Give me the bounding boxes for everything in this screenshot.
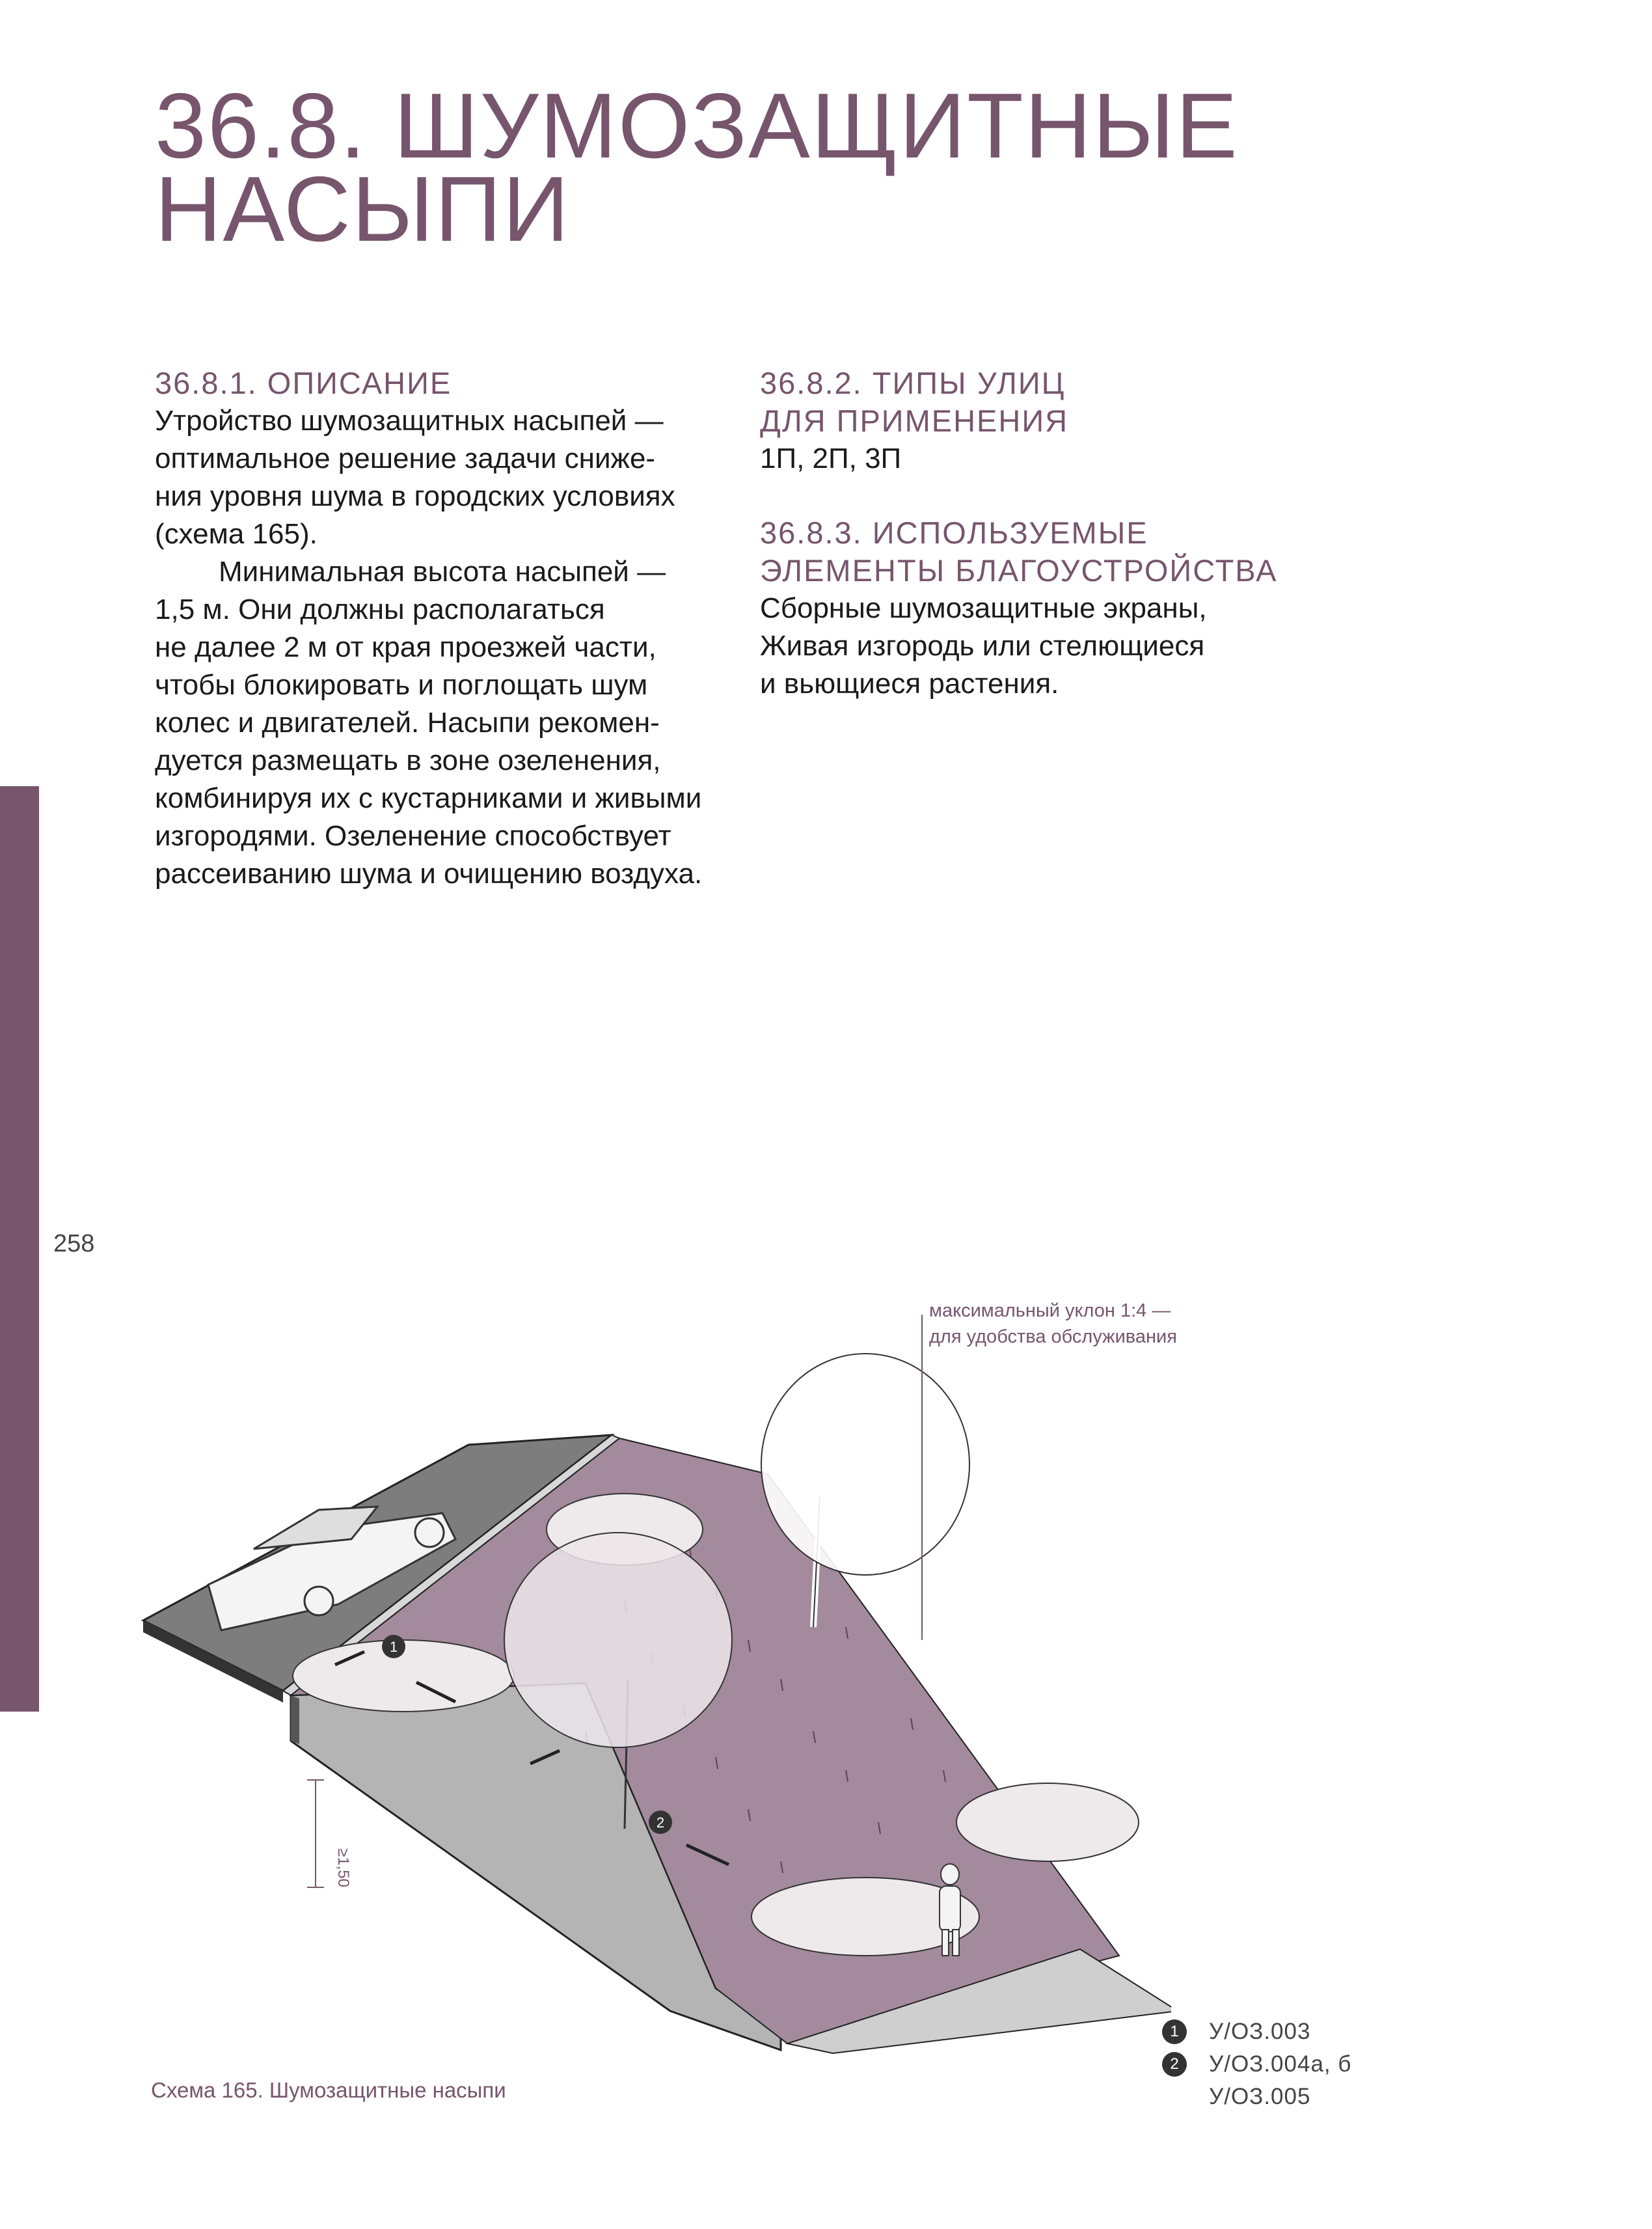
description-line: чтобы блокировать и поглощать шум [155, 669, 648, 701]
description-heading: 36.8.1. ОПИСАНИЕ [155, 366, 452, 400]
description-line: оптимальное решение задачи сниже- [155, 443, 656, 474]
description-line: ния уровня шума в городских условиях [155, 480, 675, 512]
description-line: не далее 2 м от края проезжей части, [155, 631, 657, 663]
description-line: изгородями. Озеленение способствует [155, 820, 671, 852]
page-title-line-2: НАСЫПИ [155, 157, 571, 261]
street-types-heading-line-1: 36.8.2. ТИПЫ УЛИЦ [760, 366, 1066, 400]
reference-code: У/ОЗ.004а, б [1209, 2051, 1352, 2077]
description-text [155, 402, 740, 893]
street-types-section [760, 364, 1346, 703]
description-line: комбинируя их с кустарниками и живыми [155, 782, 702, 814]
marker-2 [649, 1811, 672, 1834]
description-line: Утройство шумозащитных насыпей — [155, 405, 664, 437]
street-types-heading-line-2: ДЛЯ ПРИМЕНЕНИЯ [760, 403, 1069, 438]
page-number: 258 [53, 1230, 95, 1257]
elements-heading-line-2: ЭЛЕМЕНТЫ БЛАГОУСТРОЙСТВА [760, 553, 1278, 588]
marker-1-label: 1 [389, 1639, 398, 1655]
shrub [956, 1783, 1139, 1861]
slope-annotation-line-1: максимальный уклон 1:4 — [929, 1300, 1171, 1321]
description-line: дуется размещать в зоне озеленения, [155, 745, 661, 776]
description-line: 1,5 м. Они должны располагаться [155, 594, 605, 625]
elements-text [760, 590, 1346, 703]
marker-2-label: 2 [656, 1814, 665, 1831]
description-line: Минимальная высота насыпей — [219, 556, 666, 588]
height-dimension-label: ≥1,50 [334, 1848, 352, 1887]
page-title-line-1: 36.8. ШУМОЗАЩИТНЫЕ [155, 74, 1239, 178]
elements-heading-line-1: 36.8.3. ИСПОЛЬЗУЕМЫЕ [760, 515, 1148, 550]
description-line: (схема 165). [155, 518, 318, 550]
elements-line: и вьющиеся растения. [760, 668, 1059, 700]
page-title [155, 74, 1521, 261]
street-types-value: 1П, 2П, 3П [760, 443, 902, 474]
noise-berm-diagram [130, 1315, 1171, 2057]
diagram-caption: Схема 165. Шумозащитные насыпи [151, 2078, 506, 2102]
chapter-sidebar-bar [0, 786, 39, 1712]
description-section [155, 364, 740, 893]
slope-annotation-line-2: для удобства обслуживания [929, 1326, 1177, 1347]
height-dimension [307, 1780, 324, 1887]
description-line: рассеиванию шума и очищению воздуха. [155, 858, 703, 890]
section-face-dark [291, 1695, 299, 1744]
reference-code: У/ОЗ.005 [1209, 2084, 1311, 2109]
elements-line: Живая изгородь или стелющиеся [760, 630, 1205, 662]
elements-line: Сборные шумозащитные экраны, [760, 592, 1207, 624]
marker-1 [382, 1635, 405, 1658]
reference-number: 2 [1162, 2052, 1187, 2077]
description-line: колес и двигателей. Насыпи рекомен- [155, 707, 660, 739]
reference-code: У/ОЗ.003 [1209, 2019, 1311, 2044]
reference-number: 1 [1162, 2019, 1187, 2044]
